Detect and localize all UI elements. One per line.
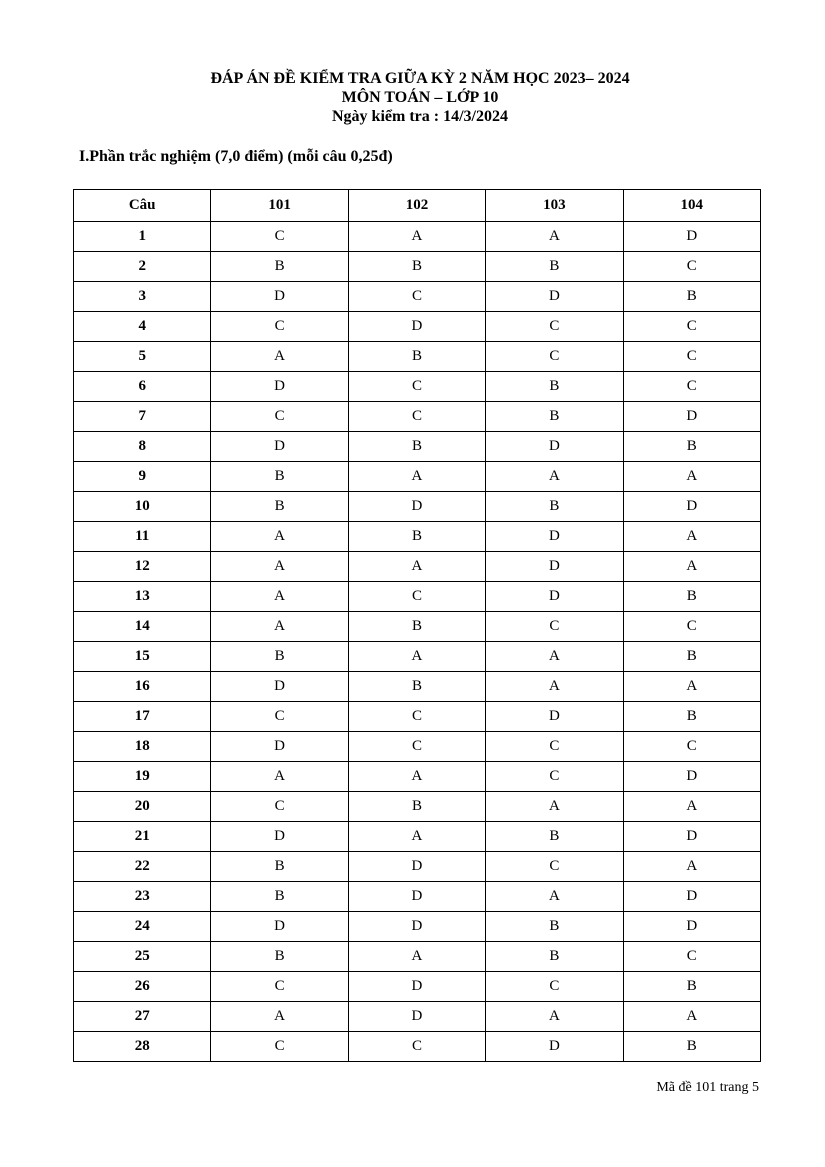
question-number-cell: 13 (74, 582, 211, 612)
answer-cell: D (211, 732, 348, 762)
answer-cell: B (211, 942, 348, 972)
answer-cell: A (623, 552, 760, 582)
answer-cell: A (348, 462, 485, 492)
answer-cell: D (623, 492, 760, 522)
answer-cell: B (348, 432, 485, 462)
question-number-cell: 24 (74, 912, 211, 942)
answer-cell: D (623, 402, 760, 432)
column-header-exam-code: 102 (348, 190, 485, 222)
answer-cell: B (623, 702, 760, 732)
answer-cell: C (211, 702, 348, 732)
answer-cell: B (623, 432, 760, 462)
answer-cell: D (211, 822, 348, 852)
answer-cell: A (623, 852, 760, 882)
answer-cell: A (348, 222, 485, 252)
answer-cell: D (211, 282, 348, 312)
header-title: ĐÁP ÁN ĐỀ KIỂM TRA GIỮA KỲ 2 NĂM HỌC 2023– 2024 (210, 70, 630, 87)
answer-cell: B (348, 522, 485, 552)
answer-cell: A (623, 672, 760, 702)
answer-cell: A (486, 792, 623, 822)
answer-cell: C (211, 222, 348, 252)
answer-cell: A (623, 462, 760, 492)
answer-cell: B (348, 612, 485, 642)
answer-cell: C (211, 1032, 348, 1062)
answer-cell: C (486, 342, 623, 372)
answer-key-table (73, 189, 761, 1062)
answer-cell: D (211, 912, 348, 942)
answer-cell: B (623, 1032, 760, 1062)
answer-cell: D (348, 312, 485, 342)
column-header-exam-code: 101 (211, 190, 348, 222)
answer-cell: C (623, 312, 760, 342)
column-header-question: Câu (74, 190, 211, 222)
answer-cell: C (348, 282, 485, 312)
answer-cell: A (211, 552, 348, 582)
answer-cell: A (486, 462, 623, 492)
answer-cell: D (348, 852, 485, 882)
question-number-cell: 15 (74, 642, 211, 672)
question-number-cell: 17 (74, 702, 211, 732)
answer-cell: B (348, 792, 485, 822)
question-number-cell: 8 (74, 432, 211, 462)
table-row (74, 222, 761, 252)
answer-cell: A (211, 1002, 348, 1032)
answer-cell: C (211, 402, 348, 432)
answer-cell: A (211, 342, 348, 372)
question-number-cell: 21 (74, 822, 211, 852)
answer-cell: D (348, 882, 485, 912)
answer-cell: A (623, 792, 760, 822)
answer-cell: C (348, 582, 485, 612)
answer-cell: A (348, 822, 485, 852)
table-header-row (74, 190, 761, 222)
table-row (74, 612, 761, 642)
table-row (74, 822, 761, 852)
answer-cell: C (623, 342, 760, 372)
question-number-cell: 14 (74, 612, 211, 642)
question-number-cell: 5 (74, 342, 211, 372)
answer-cell: B (486, 942, 623, 972)
answer-cell: A (348, 762, 485, 792)
answer-cell: B (486, 402, 623, 432)
answer-cell: D (486, 432, 623, 462)
answer-cell: B (623, 282, 760, 312)
answer-cell: C (211, 972, 348, 1002)
answer-cell: D (211, 672, 348, 702)
question-number-cell: 20 (74, 792, 211, 822)
question-number-cell: 26 (74, 972, 211, 1002)
table-row (74, 312, 761, 342)
answer-cell: D (348, 492, 485, 522)
answer-cell: C (486, 732, 623, 762)
question-number-cell: 22 (74, 852, 211, 882)
table-row (74, 252, 761, 282)
answer-cell: A (486, 222, 623, 252)
table-row (74, 432, 761, 462)
answer-cell: C (348, 702, 485, 732)
table-row (74, 1032, 761, 1062)
answer-cell: D (623, 762, 760, 792)
answer-key-body (74, 222, 761, 1062)
question-number-cell: 2 (74, 252, 211, 282)
answer-cell: A (211, 612, 348, 642)
section-title: I.Phần trắc nghiệm (7,0 điểm) (mỗi câu 0,25đ) (79, 148, 393, 165)
answer-cell: B (211, 492, 348, 522)
answer-cell: B (211, 252, 348, 282)
answer-cell: B (486, 492, 623, 522)
question-number-cell: 3 (74, 282, 211, 312)
table-row (74, 582, 761, 612)
header-exam-date: Ngày kiểm tra : 14/3/2024 (332, 108, 508, 125)
answer-cell: C (486, 852, 623, 882)
table-row (74, 972, 761, 1002)
question-number-cell: 27 (74, 1002, 211, 1032)
question-number-cell: 11 (74, 522, 211, 552)
table-row (74, 372, 761, 402)
question-number-cell: 7 (74, 402, 211, 432)
answer-cell: C (486, 612, 623, 642)
answer-cell: B (211, 462, 348, 492)
answer-cell: A (486, 1002, 623, 1032)
question-number-cell: 1 (74, 222, 211, 252)
question-number-cell: 25 (74, 942, 211, 972)
answer-cell: C (211, 312, 348, 342)
answer-cell: D (211, 432, 348, 462)
answer-cell: C (623, 252, 760, 282)
answer-cell: C (348, 1032, 485, 1062)
answer-cell: B (623, 642, 760, 672)
answer-cell: B (486, 912, 623, 942)
answer-cell: A (211, 522, 348, 552)
table-row (74, 642, 761, 672)
answer-cell: C (486, 762, 623, 792)
question-number-cell: 18 (74, 732, 211, 762)
question-number-cell: 16 (74, 672, 211, 702)
table-row (74, 912, 761, 942)
answer-cell: D (486, 702, 623, 732)
answer-cell: B (623, 582, 760, 612)
answer-cell: C (623, 942, 760, 972)
answer-cell: A (486, 672, 623, 702)
answer-cell: C (486, 972, 623, 1002)
answer-cell: C (348, 402, 485, 432)
column-header-exam-code: 103 (486, 190, 623, 222)
table-row (74, 462, 761, 492)
answer-cell: C (623, 732, 760, 762)
answer-cell: C (211, 792, 348, 822)
question-number-cell: 10 (74, 492, 211, 522)
page-footer: Mã đề 101 trang 5 (656, 1080, 759, 1095)
answer-cell: A (486, 642, 623, 672)
answer-cell: A (486, 882, 623, 912)
table-row (74, 852, 761, 882)
answer-cell: A (211, 582, 348, 612)
answer-cell: D (486, 522, 623, 552)
table-row (74, 522, 761, 552)
answer-cell: A (348, 552, 485, 582)
answer-cell: C (348, 732, 485, 762)
table-row (74, 552, 761, 582)
answer-cell: D (486, 582, 623, 612)
table-row (74, 342, 761, 372)
answer-cell: D (486, 552, 623, 582)
question-number-cell: 12 (74, 552, 211, 582)
answer-cell: D (623, 222, 760, 252)
question-number-cell: 23 (74, 882, 211, 912)
table-row (74, 792, 761, 822)
table-row (74, 732, 761, 762)
answer-cell: A (348, 642, 485, 672)
answer-cell: B (486, 372, 623, 402)
table-row (74, 282, 761, 312)
answer-cell: D (623, 822, 760, 852)
question-number-cell: 6 (74, 372, 211, 402)
answer-cell: B (348, 342, 485, 372)
table-row (74, 942, 761, 972)
header-subject: MÔN TOÁN – LỚP 10 (341, 89, 499, 106)
answer-cell: A (211, 762, 348, 792)
answer-cell: D (623, 912, 760, 942)
answer-cell: D (348, 1002, 485, 1032)
answer-cell: D (348, 912, 485, 942)
table-row (74, 882, 761, 912)
answer-cell: B (348, 672, 485, 702)
table-row (74, 672, 761, 702)
answer-cell: B (486, 252, 623, 282)
answer-cell: A (348, 942, 485, 972)
answer-cell: B (348, 252, 485, 282)
answer-cell: D (348, 972, 485, 1002)
table-row (74, 1002, 761, 1032)
question-number-cell: 4 (74, 312, 211, 342)
answer-cell: B (211, 852, 348, 882)
table-row (74, 492, 761, 522)
answer-cell: C (623, 612, 760, 642)
document-header (0, 69, 825, 126)
question-number-cell: 9 (74, 462, 211, 492)
column-header-exam-code: 104 (623, 190, 760, 222)
answer-cell: D (211, 372, 348, 402)
answer-cell: B (211, 882, 348, 912)
answer-cell: B (623, 972, 760, 1002)
answer-cell: B (211, 642, 348, 672)
answer-cell: C (348, 372, 485, 402)
answer-cell: D (486, 282, 623, 312)
table-row (74, 702, 761, 732)
question-number-cell: 19 (74, 762, 211, 792)
answer-cell: D (623, 882, 760, 912)
answer-cell: D (486, 1032, 623, 1062)
answer-cell: A (623, 522, 760, 552)
table-row (74, 762, 761, 792)
answer-cell: C (486, 312, 623, 342)
answer-cell: C (623, 372, 760, 402)
table-row (74, 402, 761, 432)
question-number-cell: 28 (74, 1032, 211, 1062)
answer-cell: B (486, 822, 623, 852)
answer-cell: A (623, 1002, 760, 1032)
